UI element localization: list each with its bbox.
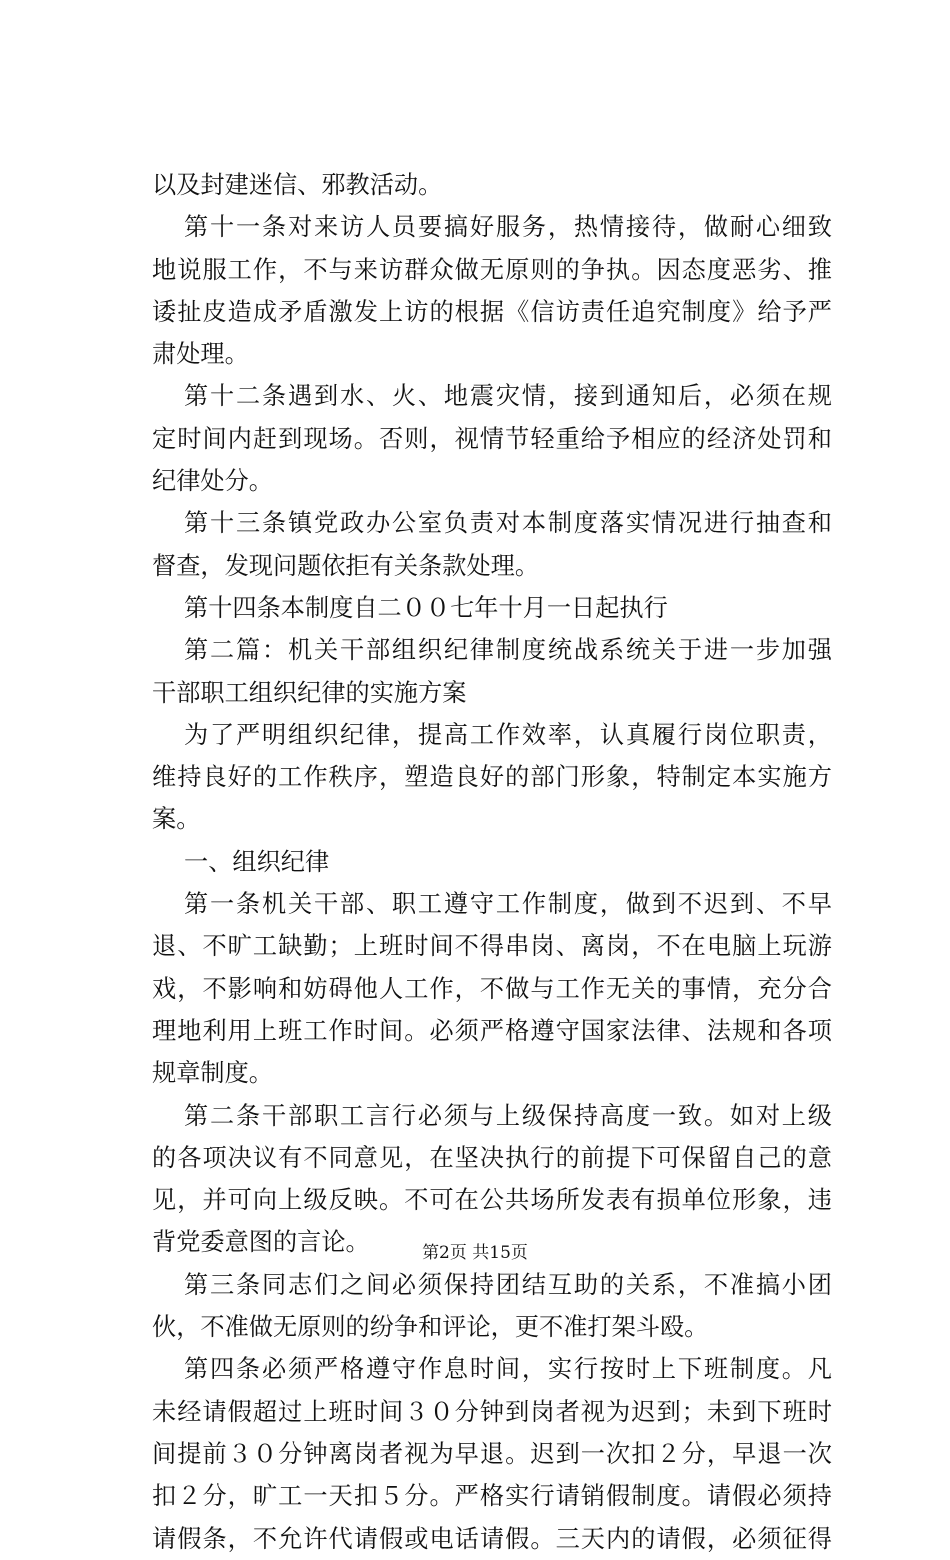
page-footer: 第2页 共15页 — [422, 1243, 528, 1263]
text-line: 干部职工组织纪律的实施方案 — [152, 678, 467, 707]
text-line: 第十四条本制度自二００七年十月一日起执行 — [184, 593, 668, 622]
document-body — [152, 164, 832, 1560]
text-line: 请假条，不允许代请假或电话请假。三天内的请假，必须征得 — [152, 1524, 832, 1553]
text-line: 未经请假超过上班时间３０分钟到岗者视为迟到；未到下班时 — [152, 1397, 832, 1426]
text-line: 地说服工作，不与来访群众做无原则的争执。因态度恶劣、推 — [152, 255, 832, 284]
text-line: 纪律处分。 — [152, 467, 273, 496]
text-line: 理地利用上班工作时间。必须严格遵守国家法律、法规和各项 — [152, 1016, 832, 1045]
text-line: 案。 — [152, 805, 201, 834]
text-line: 第二篇：机关干部组织纪律制度统战系统关于进一步加强 — [184, 636, 832, 665]
text-line: 定时间内赶到现场。否则，视情节轻重给予相应的经济处罚和 — [152, 424, 832, 453]
text-line: 伙，不准做无原则的纷争和评论，更不准打架斗殴。 — [152, 1313, 709, 1342]
text-line: 诿扯皮造成矛盾激发上访的根据《信访责任追究制度》给予严 — [152, 297, 832, 326]
text-line: 维持良好的工作秩序，塑造良好的部门形象，特制定本实施方 — [152, 763, 832, 792]
text-line: 规章制度。 — [152, 1059, 273, 1088]
text-line: 第十二条遇到水、火、地震灾情，接到通知后，必须在规 — [184, 382, 832, 411]
text-line: 第四条必须严格遵守作息时间，实行按时上下班制度。凡 — [184, 1355, 832, 1384]
text-line: 见，并可向上级反映。不可在公共场所发表有损单位形象，违 — [152, 1186, 832, 1215]
text-line: 扣２分，旷工一天扣５分。严格实行请销假制度。请假必须持 — [152, 1482, 832, 1511]
text-line: 以及封建迷信、邪教活动。 — [152, 171, 443, 199]
text-line: 戏，不影响和妨碍他人工作，不做与工作无关的事情，充分合 — [152, 974, 832, 1003]
text-line: 为了严明组织纪律，提高工作效率，认真履行岗位职责， — [184, 720, 832, 749]
text-line: 第三条同志们之间必须保持团结互助的关系，不准搞小团 — [184, 1270, 832, 1299]
text-line: 退、不旷工缺勤；上班时间不得串岗、离岗，不在电脑上玩游 — [152, 932, 832, 961]
text-line: 肃处理。 — [152, 340, 249, 369]
text-line: 第十三条镇党政办公室负责对本制度落实情况进行抽查和 — [184, 509, 832, 538]
text-line: 第二条干部职工言行必须与上级保持高度一致。如对上级 — [184, 1101, 832, 1130]
text-line: 督查，发现问题依拒有关条款处理。 — [152, 551, 540, 580]
text-line: 的各项决议有不同意见，在坚决执行的前提下可保留自己的意 — [152, 1143, 832, 1172]
text-line: 第一条机关干部、职工遵守工作制度，做到不迟到、不早 — [184, 890, 832, 919]
text-line: 一、组织纪律 — [184, 847, 330, 876]
text-line: 间提前３０分钟离岗者视为早退。迟到一次扣２分，早退一次 — [152, 1439, 832, 1468]
text-line: 背党委意图的言论。 — [152, 1228, 370, 1257]
text-line: 第十一条对来访人员要搞好服务，热情接待，做耐心细致 — [184, 213, 832, 242]
